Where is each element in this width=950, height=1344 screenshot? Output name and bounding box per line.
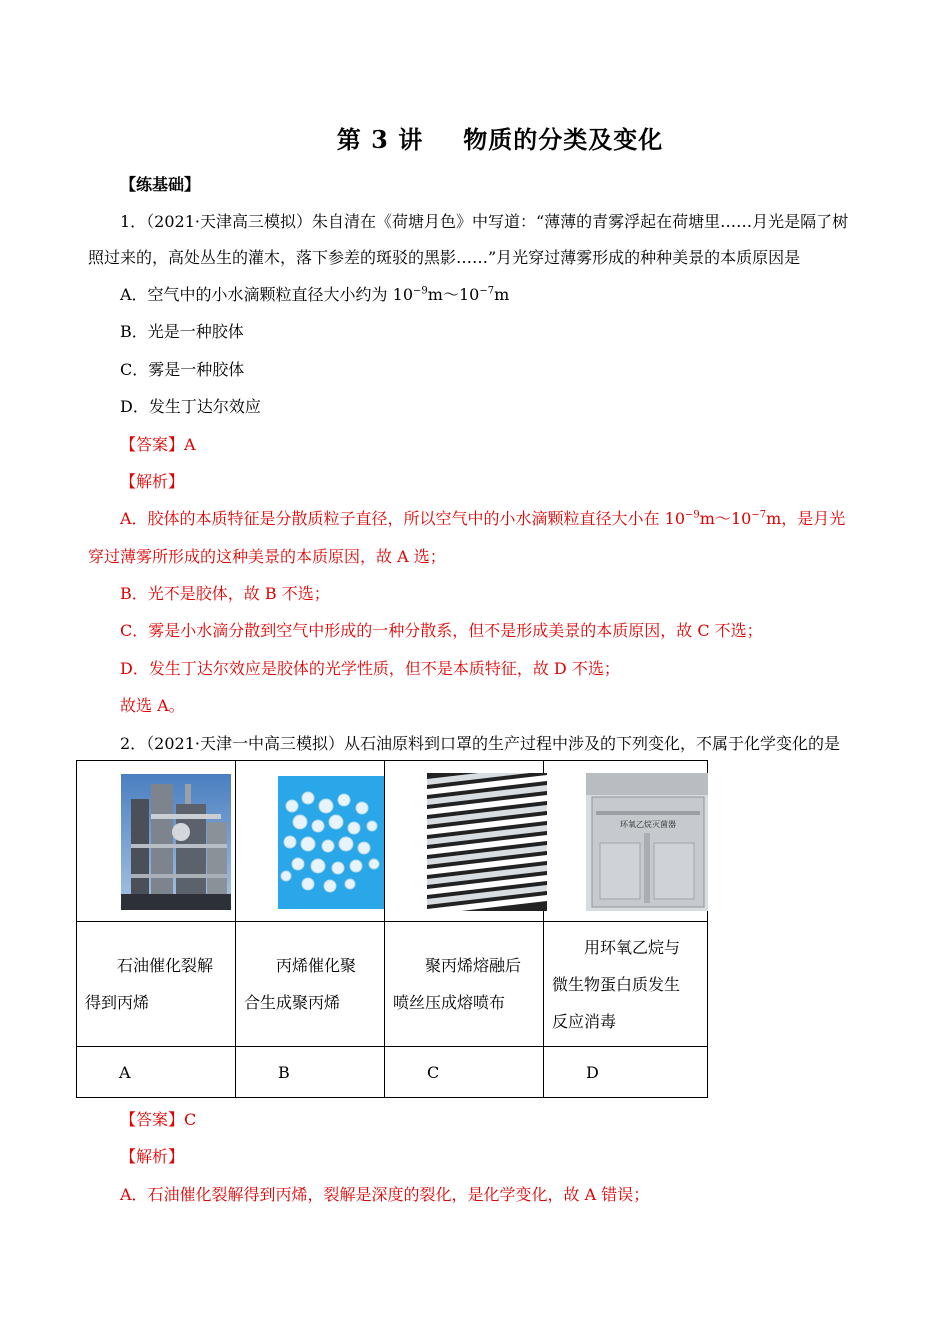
option-desc-a [77, 922, 236, 1047]
q2-stem: 2．（2021·天津一中高三模拟）从石油原料到口罩的生产过程中涉及的下列变化，不属于化学变化的是 [120, 734, 840, 753]
desc-line: 合生成聚丙烯 [244, 993, 341, 1012]
q1-analysis-label: 【解析】 [120, 472, 185, 491]
desc-line: 喷丝压成熔喷布 [393, 993, 506, 1012]
q1-option-a-text: m [494, 285, 510, 304]
lecture-number: 第 3 讲 [336, 125, 424, 154]
q2-analysis-label: 【解析】 [120, 1147, 185, 1166]
section-heading: 【练基础】 [120, 175, 201, 194]
desc-line: 反应消毒 [552, 1011, 617, 1031]
desc-line: 微生物蛋白质发生 [552, 974, 681, 994]
q1-answer: 【答案】A [120, 435, 196, 454]
option-desc-b [236, 922, 385, 1047]
q1-explanation-b: B．光不是胶体，故 B 不选； [120, 584, 330, 603]
desc-line: 得到丙烯 [85, 993, 150, 1012]
exponent: −7 [751, 509, 767, 521]
lecture-title: 物质的分类及变化 [463, 125, 664, 154]
q1-explanation-text: A．胶体的本质特征是分散质粒子直径，所以空气中的小水滴颗粒直径大小在 10 [120, 509, 686, 528]
image-cell-d [544, 761, 708, 922]
desc-line: 聚丙烯熔融后 [425, 956, 522, 975]
q1-option-a-text: m～10 [427, 285, 480, 304]
sterilizer-image [586, 773, 708, 911]
option-letter-a: A [77, 1047, 236, 1098]
option-desc-d [544, 922, 708, 1047]
exponent: −9 [413, 285, 428, 297]
desc-line: 用环氧乙烷与 [584, 937, 681, 957]
option-letter-b: B [236, 1047, 385, 1098]
meltblown-fabric-image [427, 773, 547, 911]
q2-explanation-a: A．石油催化裂解得到丙烯，裂解是深度的裂化，是化学变化，故 A 错误； [120, 1185, 650, 1204]
q1-explanation-text: m～10 [699, 509, 752, 528]
image-cell-c [385, 761, 544, 922]
q1-explanation-text: m，是月光 [766, 509, 846, 528]
option-letter-c: C [385, 1047, 544, 1098]
q2-answer: 【答案】C [120, 1110, 197, 1129]
q2-options-table [76, 760, 708, 1098]
q1-explanation-d: D．发生丁达尔效应是胶体的光学性质，但不是本质特征，故 D 不选； [120, 659, 620, 678]
refinery-image [121, 774, 231, 910]
desc-line: 石油催化裂解 [117, 956, 214, 975]
q1-explanation-a-cont: 穿过薄雾所形成的这种美景的本质原因，故 A 选； [88, 547, 446, 566]
option-letter-d: D [544, 1047, 708, 1098]
option-desc-c [385, 922, 544, 1047]
polypropylene-pellets-image [278, 776, 384, 909]
exponent: −9 [685, 509, 700, 521]
image-cell-a [77, 761, 236, 922]
q1-explanation-c: C．雾是小水滴分散到空气中形成的一种分散系，但不是形成美景的本质原因，故 C 不选； [120, 621, 763, 640]
q1-conclusion: 故选 A。 [120, 696, 185, 715]
sterilizer-label: 环氧乙烷灭菌器 [620, 820, 676, 829]
image-cell-b [236, 761, 385, 922]
q1-option-c: C．雾是一种胶体 [120, 360, 245, 379]
q1-option-b: B．光是一种胶体 [120, 322, 244, 341]
q1-option-a-text: A．空气中的小水滴颗粒直径大小约为 10 [120, 285, 414, 304]
exponent: −7 [479, 285, 495, 297]
q1-stem-line1: 1．（2021·天津高三模拟）朱自清在《荷塘月色》中写道：“薄薄的青雾浮起在荷塘里……月光是隔了树 [120, 212, 849, 231]
q1-option-a [120, 285, 509, 305]
q1-stem-line2: 照过来的，高处丛生的灌木，落下参差的斑驳的黑影……”月光穿过薄雾形成的种种美景的本质原因是 [88, 248, 801, 267]
page-title [0, 120, 950, 155]
q1-option-d: D．发生丁达尔效应 [120, 397, 261, 416]
q1-explanation-a [120, 509, 845, 529]
desc-line: 丙烯催化聚 [276, 956, 357, 975]
